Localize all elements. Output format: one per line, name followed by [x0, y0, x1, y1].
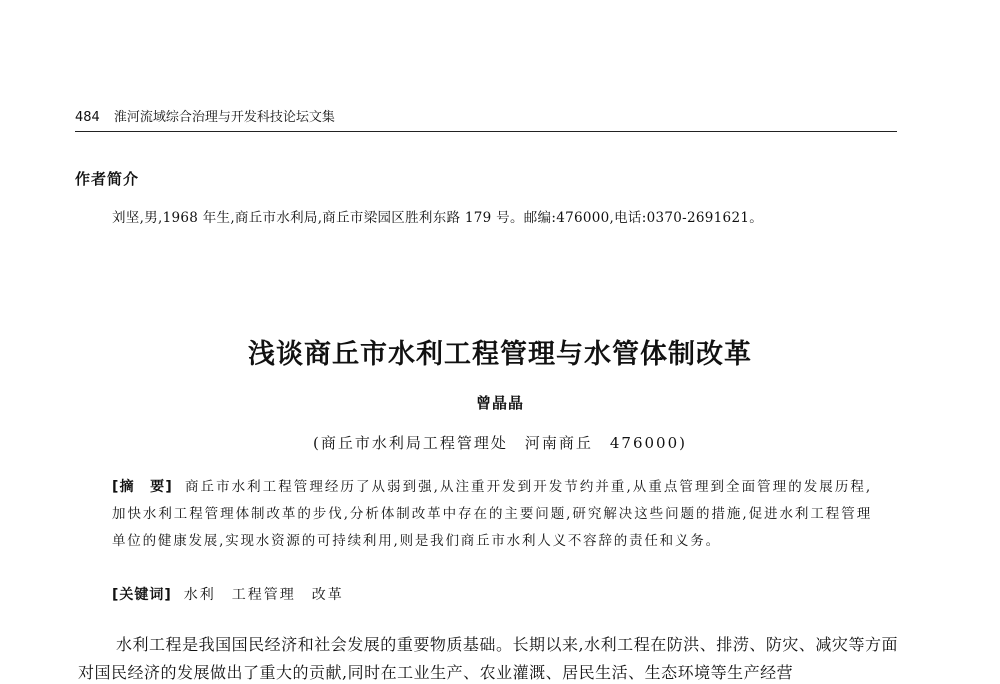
- running-header: [75, 107, 895, 129]
- abstract-label: [摘 要]: [112, 479, 173, 495]
- author-affiliation: (商丘市水利局工程管理处 河南商丘 476000): [313, 434, 687, 452]
- header-rule: [75, 131, 897, 132]
- publication-title: 淮河流域综合治理与开发科技论坛文集: [113, 110, 335, 125]
- body-paragraph: 水利工程是我国国民经济和社会发展的重要物质基础。长期以来,水利工程在防洪、排涝、防灾、减灾等方面对国民经济的发展做出了重大的贡献,同时在工业生产、农业灌溉、居民生活、生态环境等生产经营: [78, 635, 898, 682]
- keywords-text: 水利 工程管理 改革: [183, 587, 344, 603]
- author-bio-heading: 作者简介: [75, 170, 140, 188]
- keywords: [112, 582, 872, 608]
- abstract-text: 商丘市水利工程管理经历了从弱到强,从注重开发到开发节约并重,从重点管理到全面管理的发展历程,加快水利工程管理体制改革的步伐,分析体制改革中存在的主要问题,研究解决这些问题的措施,促进水利工程管理单位的健康发展,实现水资源的可持续利用,则是我们商丘市水利人义不容辞的责任和义务。: [112, 479, 872, 549]
- abstract: [112, 474, 872, 555]
- article-title: 浅谈商丘市水利工程管理与水管体制改革: [248, 339, 752, 370]
- author-bio-text: 刘坚,男,1968 年生,商丘市水利局,商丘市梁园区胜利东路 179 号。邮编:476000,电话:0370-2691621。: [112, 210, 764, 226]
- page-number: 484: [75, 110, 100, 125]
- article-author: 曾晶晶: [475, 394, 524, 412]
- keywords-label: [关键词]: [112, 587, 172, 603]
